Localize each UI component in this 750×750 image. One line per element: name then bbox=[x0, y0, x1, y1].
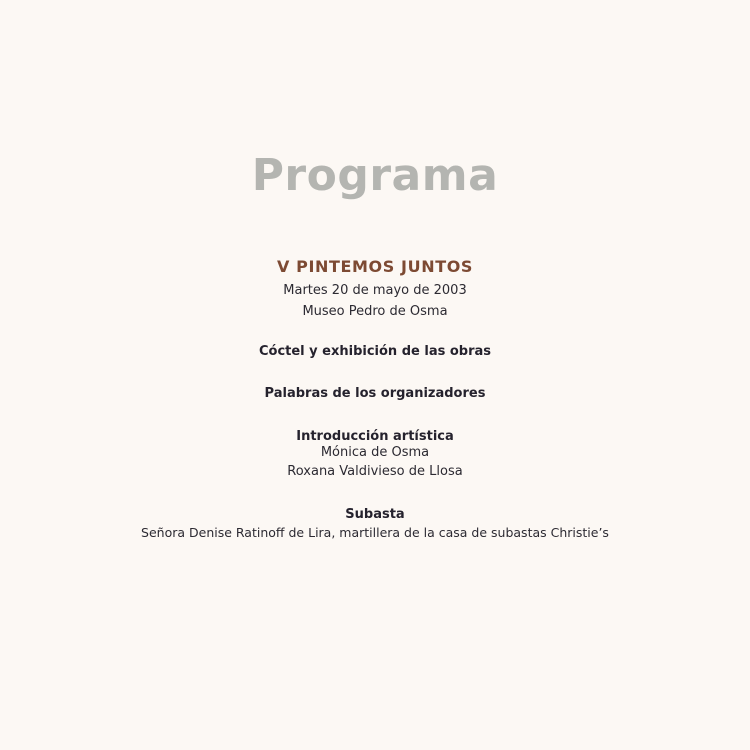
event-name: V PINTEMOS JUNTOS bbox=[276, 257, 474, 276]
introduction-presenter-1: Mónica de Osma bbox=[320, 445, 430, 460]
program-item-auction: Subasta bbox=[345, 507, 405, 522]
event-venue: Museo Pedro de Osma bbox=[302, 304, 448, 319]
introduction-presenter-2: Roxana Valdivieso de Llosa bbox=[287, 464, 463, 479]
program-item-cocktail: Cóctel y exhibición de las obras bbox=[258, 344, 492, 359]
auction-detail: Señora Denise Ratinoff de Lira, martillera de la casa de subastas Christie’s bbox=[141, 525, 609, 540]
page-title: Programa bbox=[251, 150, 499, 201]
program-item-organizers: Palabras de los organizadores bbox=[264, 386, 486, 401]
program-item-introduction: Introducción artística bbox=[296, 429, 454, 444]
event-date: Martes 20 de mayo de 2003 bbox=[283, 283, 467, 298]
